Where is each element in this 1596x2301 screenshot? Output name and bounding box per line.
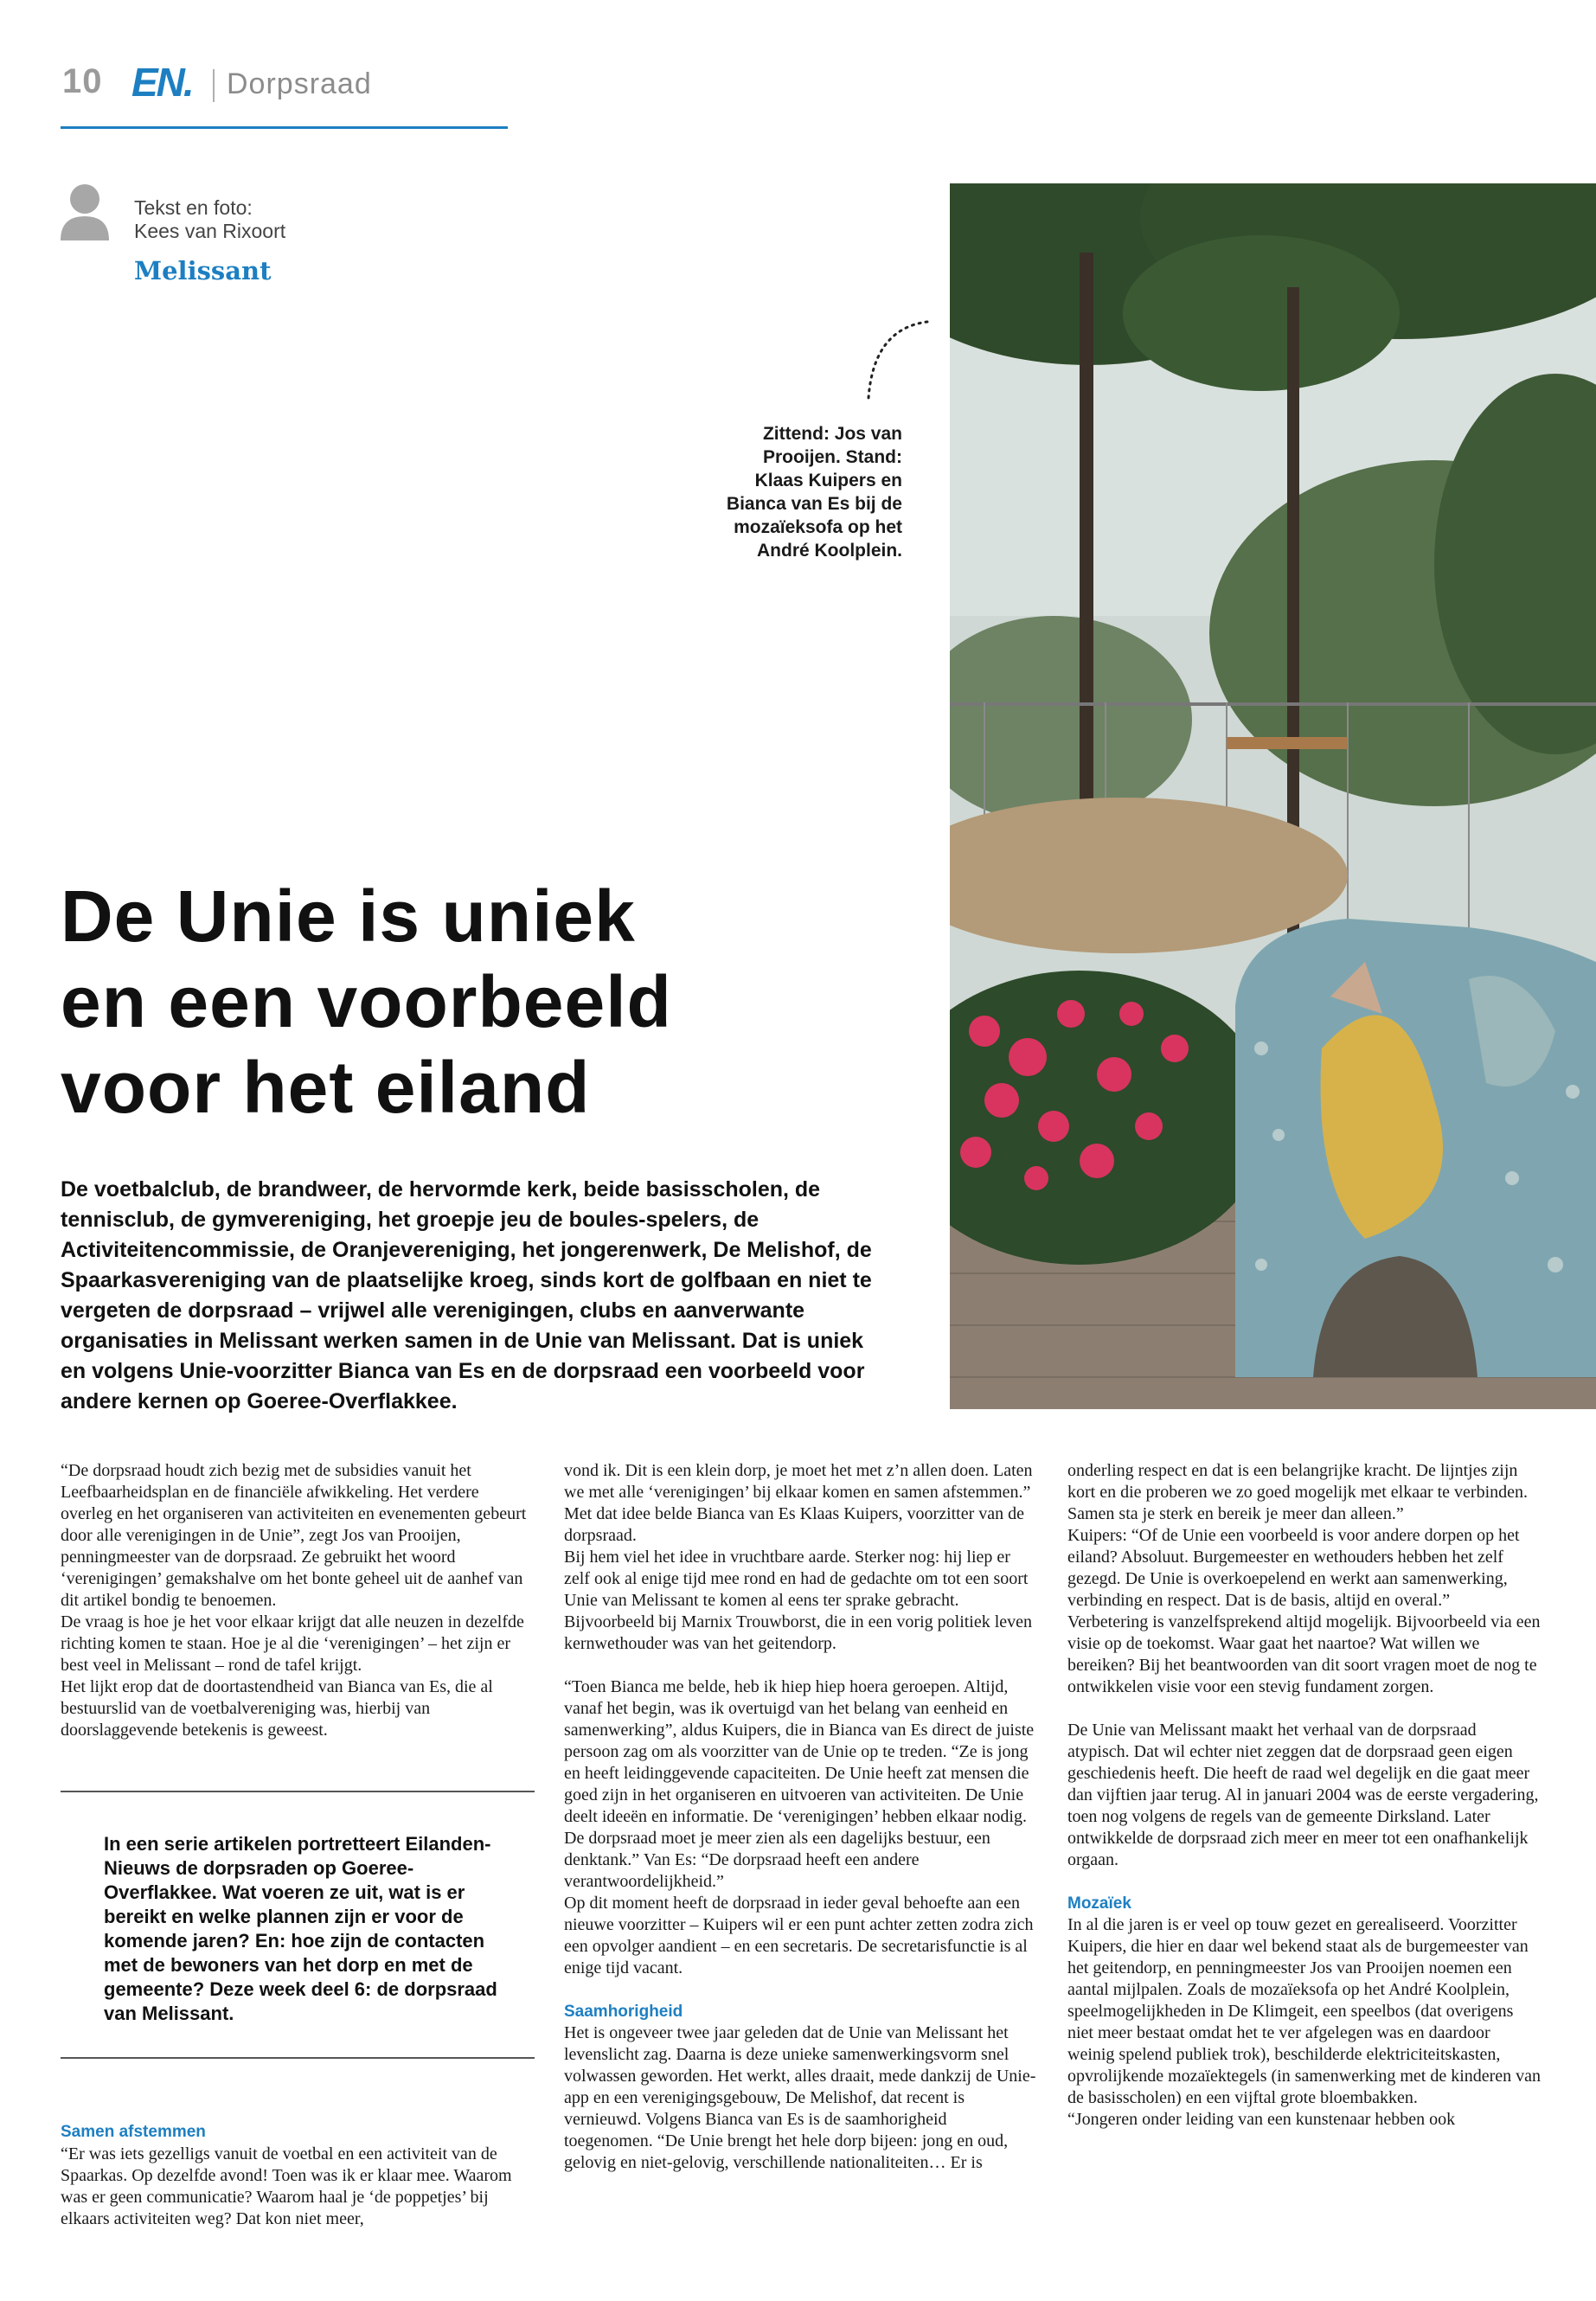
headline-line: en een voorbeeld	[61, 961, 672, 1042]
article-column-3	[1067, 1460, 1542, 2131]
article-headline	[61, 874, 926, 1131]
paragraph: Verbetering is vanzelfsprekend altijd mogelijk. Bijvoorbeeld via een visie op de toekomst. Waar gaat het naartoe? Wat willen we bereiken? Bij het beantwoorden van dit soort vragen moet de nog te ontwikkelen visie voor een stevig fundament zorgen.	[1067, 1612, 1541, 1696]
header-separator	[213, 69, 215, 102]
author-avatar-icon	[59, 182, 111, 240]
article-photo	[950, 183, 1596, 1409]
article-column-1-continued	[61, 2144, 535, 2230]
paragraph: Het is ongeveer twee jaar geleden dat de Unie van Melissant het levenslicht zag. Daarna is deze unieke samenwerkingsvorm snel volwassen geworden. Het werkt, alles draait, mede dankzij de Unie-app en een verenigingsgebouw, De Melishof, dat recent is vernieuwd. Volgens Bianca van Es is de saamhorigheid toegenomen. “De Unie brengt het hele dorp bijeen: jong en oud, gelovig en niet-gelovig, verschillende nationaliteiten… Er is	[564, 2023, 1036, 2172]
paragraph: “Toen Bianca me belde, heb ik hiep hiep hoera geroepen. Altijd, vanaf het begin, was ik overtuigd van het belang van eenheid en samenwerking”, aldus Kuipers, die in Bianca van Es direct de juiste persoon zag om als voorzitter van de Unie op te treden. “Ze is jong en heeft leidinggevende capaciteiten. De Unie heeft zat mensen die goed zijn in het organiseren en uitvoeren van activiteiten. De Unie deelt ideeën en informatie. De ‘verenigingen’ hebben elkaar nodig. De dorpsraad moet je meer zien als een dagelijks bestuur, een denktank.” Van Es: “De dorpsraad heeft een andere verantwoordelijkheid.”	[564, 1677, 1035, 1891]
series-box-top-rule	[61, 1791, 535, 1792]
paragraph: “De dorpsraad houdt zich bezig met de subsidies vanuit het Leefbaarheidsplan en de financiële afwikkeling. Het verdere overleg en het organiseren van activiteiten en evenementen gebeurt door alle verenigingen in de Unie”, zegt Jos van Prooijen, penningmeester van de dorpsraad. Ze gebruikt het woord ‘verenigingen’ gemakshalve om het bonte geheel uit de aanhef van dit artikel bondig te benoemen.	[61, 1461, 527, 1610]
publication-logo: EN.	[131, 60, 193, 105]
subheading: Mozaïek	[1067, 1894, 1131, 1913]
paragraph: onderling respect en dat is een belangrijke kracht. De lijntjes zijn kort en die proberen we zo goed mogelijk met elkaar te verbinden. Samen sta je sterk en bereik je meer dan alleen.”	[1067, 1461, 1529, 1523]
series-box-text: In een serie artikelen portretteert Eilanden-Nieuws de dorpsraden op Goeree-Overflakkee. Wat voeren ze uit, wat is er bereikt en welke plannen zijn er voor de komende jaren? En: hoe zijn de contacten met de bewoners van het dorp en met de gemeente? Deze week deel 6: de dorpsraad van Melissant.	[104, 1833, 497, 2024]
section-title: Dorpsraad	[227, 67, 372, 100]
paragraph: Het lijkt erop dat de doortastendheid van Bianca van Es, die al bestuurslid van de voetbalvereniging was, hierbij van doorslaggevende betekenis is geweest.	[61, 1677, 493, 1740]
byline-author: Kees van Rixoort	[134, 220, 286, 242]
article-column-1	[61, 1460, 535, 1741]
byline-label: Tekst en foto:	[134, 196, 253, 219]
paragraph: Op dit moment heeft de dorpsraad in ieder geval behoefte aan een nieuwe voorzitter – Kuipers wil er een punt achter zetten zodra zich een opvolger aandient – en een secretaris. De secretarisfunctie is al enige tijd vacant.	[564, 1894, 1034, 1977]
paragraph: vond ik. Dit is een klein dorp, je moet het met z’n allen doen. Laten we met alle ‘verenigingen’ bij elkaar komen en samen afstemmen.” Met dat idee belde Bianca van Es Klaas Kuipers, voorzitter van de dorpsraad.	[564, 1461, 1033, 1545]
paragraph: Bij hem viel het idee in vruchtbare aarde. Sterker nog: hij liep er zelf ook al enige tijd mee rond en had de gedachte om tot een soort Unie van Melissant te komen al eens ter sprake gebracht. Bijvoorbeeld bij Marnix Trouwborst, die in een vorig politiek leven kernwethouder was van het geitendorp.	[564, 1548, 1033, 1653]
paragraph: Kuipers: “Of de Unie een voorbeeld is voor andere dorpen op het eiland? Absoluut. Burgemeester en wethouders hebben het zelf gezegd. De Unie is overkoepelend en werkt aan samenwerking, verbinding en respect. Dat is de basis, altijd en overal.”	[1067, 1526, 1520, 1610]
photo-caption: Zittend: Jos van Prooijen. Stand: Klaas Kuipers en Bianca van Es bij de mozaïeksofa op het André Koolplein.	[726, 424, 902, 561]
paragraph: De vraag is hoe je het voor elkaar krijgt dat alle neuzen in dezelfde richting komen te staan. Hoe je al die ‘verenigingen’ – het zijn er best veel in Melissant – rond de tafel krijgt.	[61, 1612, 524, 1675]
headline-line: De Unie is uniek	[61, 875, 636, 957]
headline-line: voor het eiland	[61, 1047, 591, 1128]
paragraph: De Unie van Melissant maakt het verhaal van de dorpsraad atypisch. Dat wil echter niet zeggen dat de dorpsraad geen eigen geschiedenis heeft. Die heeft de raad wel degelijk en die gaat meer dan vijftien jaar terug. Al in januari 2004 was de eerste vergadering, toen nog volgens de regels van de gemeente Dirksland. Later ontwikkelde de dorpsraad zich meer en meer tot een onafhankelijk orgaan.	[1067, 1721, 1539, 1869]
paragraph: “Jongeren onder leiding van een kunstenaar hebben ook	[1067, 2110, 1456, 2129]
paragraph: In al die jaren is er veel op touw gezet en gerealiseerd. Voorzitter Kuipers, die hier en daar wel bekend staat als de burgemeester van het geitendorp, en penningmeester Jos van Prooijen noemen een aantal mijlpalen. Zoals de mozaïeksofa op het André Koolplein, speelmogelijkheden in De Klimgeit, een speelbos (dat overigens niet meer bestaat omdat het te ver afgelegen was en daardoor weinig spelend publiek trok), beschilderde elektriciteitskasten, opvrolijkende mozaïektegels (in samenwerking met de kinderen van de basisscholen) en een vijftal grote bloembakken.	[1067, 1915, 1542, 2107]
subheading: Saamhorigheid	[564, 2003, 683, 2021]
subheading: Samen afstemmen	[61, 2123, 206, 2141]
article-column-2	[564, 1460, 1038, 2174]
header-rule	[61, 126, 508, 129]
series-box-bottom-rule	[61, 2057, 535, 2059]
article-intro: De voetbalclub, de brandweer, de hervormde kerk, beide basisscholen, de tennisclub, de gymvereniging, het groepje jeu de boules-spelers, de Activiteitencommissie, de Oranjevereniging, het jongerenwerk, De Melishof, de Spaarkasvereniging van de plaatselijke kroeg, sinds kort de golfbaan en niet te vergeten de dorpsraad – vrijwel alle verenigingen, clubs en aanverwante organisaties in Melissant werken samen in de Unie van Melissant. Dat is uniek en volgens Unie-voorzitter Bianca van Es en de dorpsraad een voorbeeld voor andere kernen op Goeree-Overflakkee.	[61, 1177, 872, 1413]
byline-location: Melissant	[134, 256, 272, 285]
caption-pointer	[856, 311, 943, 407]
paragraph: “Er was iets gezelligs vanuit de voetbal en een activiteit van de Spaarkas. Op dezelfde avond! Toen was ik er klaar mee. Waarom was er geen communicatie? Waarom haal je ‘de poppetjes’ bij elkaars activiteiten weg? Dat kon niet meer,	[61, 2144, 512, 2228]
page-number: 10	[62, 62, 103, 100]
